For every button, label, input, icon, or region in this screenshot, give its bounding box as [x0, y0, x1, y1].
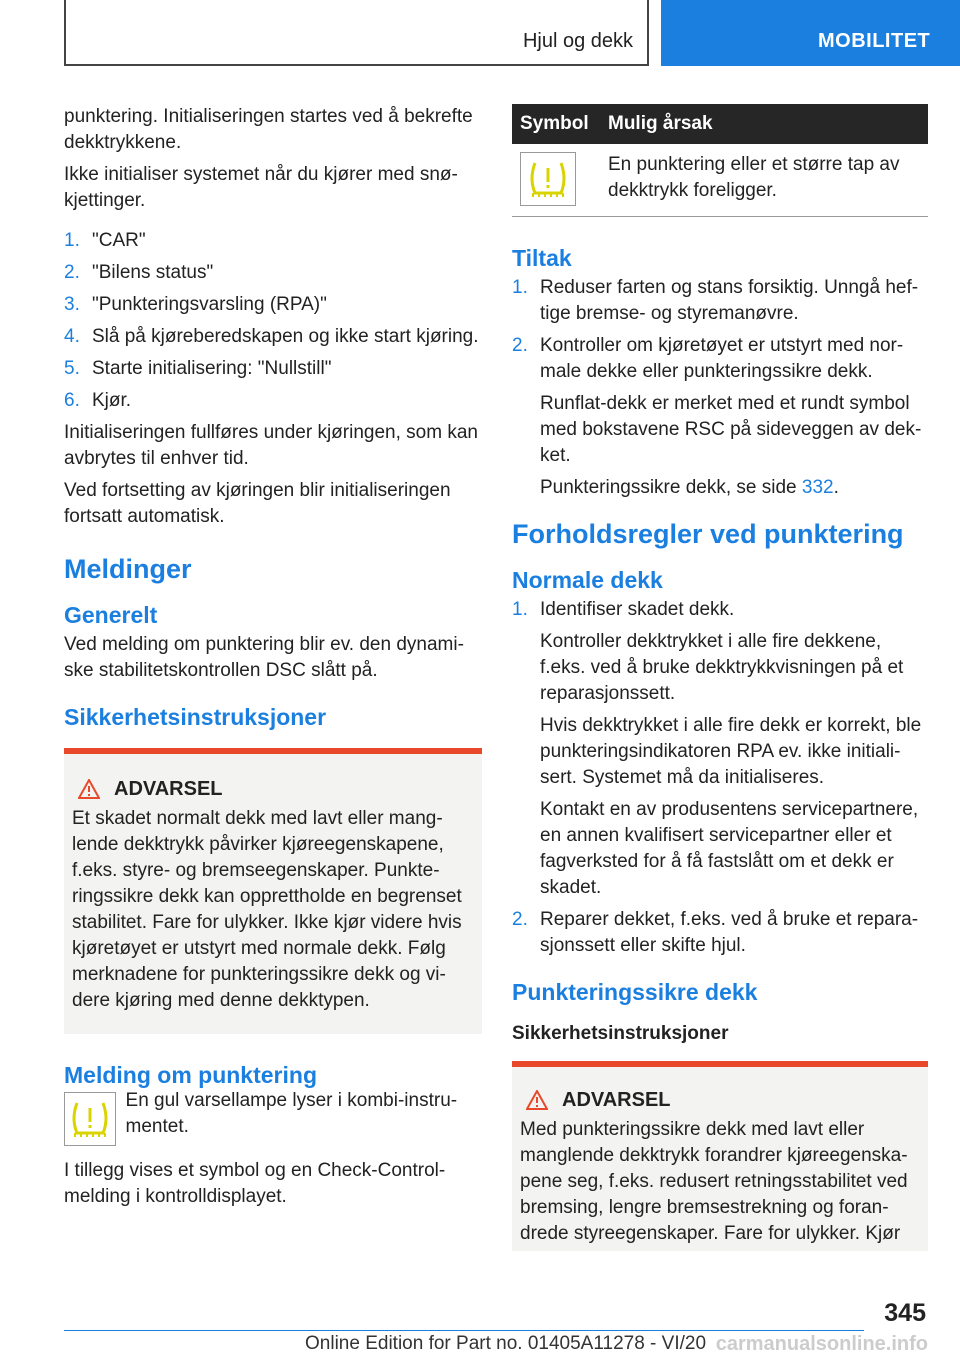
watermark: carmanualsonline.info: [715, 1333, 928, 1355]
heading-sikkerhet-2: Sikkerhetsinstruksjoner: [512, 1023, 729, 1044]
warning-triangle-icon: [526, 1090, 548, 1110]
heading-meldinger: Meldinger: [64, 554, 192, 584]
init-steps-list: [64, 228, 482, 414]
list-item: 2. Kontroller om kjøretøyet er utstyrt med normale dekke eller punkteringssikre dekk. Runflat-dekk er merket med et rundt symbol med bokstavene RSC på sideveggen av dekket. Punkteringssikre dekk, se side 332.: [512, 335, 922, 498]
header-section-title: Hjul og dekk: [522, 30, 633, 52]
heading-punkteringssikre: Punkteringssikre dekk: [512, 979, 758, 1005]
warning-title: ADVARSEL: [72, 776, 474, 802]
footer-edition: Online Edition for Part no. 01405A11278 - VI/20: [305, 1333, 707, 1354]
table-cell-cause: En punktering eller et større tap av dekktrykk foreligger.: [600, 144, 928, 217]
generelt-text: Ved melding om punktering blir ev. den dynamiske stabilitetskontrollen DSC slått på.: [64, 634, 464, 681]
header-section-box: [64, 0, 649, 66]
intro-paragraph: punktering. Initialiseringen startes ved å bekrefte dekktrykkene.: [64, 106, 473, 153]
completion-text: Initialiseringen fullføres under kjøringen, som kan avbrytes til enhver tid.: [64, 422, 478, 469]
tpms-warning-icon: [520, 152, 576, 206]
symbol-table: [512, 104, 928, 217]
heading-melding-punktering: Melding om punktering: [64, 1062, 317, 1088]
heading-normale-dekk: Normale dekk: [512, 567, 663, 593]
warning-box: [64, 748, 482, 1034]
tiltak-list: [512, 275, 928, 501]
melding-after-text: I tillegg vises et symbol og en Check-Control-melding i kontrolldisplayet.: [64, 1160, 446, 1207]
list-item: 3. "Punkteringsvarsling (RPA)": [64, 294, 327, 315]
continuation-text: Ved fortsetting av kjøringen blir initialiseringen fortsatt automatisk.: [64, 480, 451, 527]
list-item: 5. Starte initialisering: "Nullstill": [64, 358, 332, 379]
normale-list: [512, 597, 928, 959]
warning-text: Et skadet normalt dekk med lavt eller manglende dekktrykk påvirker kjøreegenskapene, f.eks. styre- og bremseegenskaper. Punkteringssikre dekk kan opprettholde en begrenset stabilitet. Fare for ulykker. Ikke kjør videre hvis kjøretøyet er utstyrt med normale dekk. Følg merknadene for punkteringssikre dekk og videre kjøring med denne dekktypen.: [72, 808, 462, 1011]
heading-sikkerhet: Sikkerhetsinstruksjoner: [64, 704, 327, 730]
warning-title: ADVARSEL: [520, 1087, 920, 1113]
header-chapter-tab[interactable]: [661, 0, 960, 66]
heading-forholdsregler: Forholdsregler ved punktering: [512, 519, 904, 549]
message-with-icon: [64, 1092, 482, 1146]
table-row: [512, 144, 928, 217]
tpms-warning-icon: [64, 1092, 116, 1146]
header-chapter-label: MOBILITET: [818, 30, 931, 52]
warning-triangle-icon: [78, 779, 100, 799]
left-column: [64, 104, 482, 1216]
warning-text: Med punkteringssikre dekk med lavt eller manglende dekktrykk forandrer kjøreegenskapene seg, f.eks. redusert retningsstabilitet ved bremsing, lengre bremsestrekning og forandrede styreegenskaper. Fare for ulykker. Kjør: [520, 1119, 908, 1244]
list-item: 6. Kjør.: [64, 390, 132, 411]
list-item: 4. Slå på kjøreberedskapen og ikke start kjøring.: [64, 326, 479, 347]
list-item: 1. "CAR": [64, 230, 146, 251]
list-item: 2. "Bilens status": [64, 262, 214, 283]
heading-tiltak: Tiltak: [512, 245, 572, 271]
page-number: 345: [884, 1299, 926, 1327]
table-header-cause: Mulig årsak: [600, 104, 928, 144]
list-item: 1. Identifiser skadet dekk. Kontroller dekktrykket i alle fire dekkene, f.eks. ved å bruke dekktrykkvisningen på et reparasjonssett. Hvis dekktrykket i alle fire dekk er korrekt, ble punkteringsindikatoren RPA ev. ikke initialisert. Systemet må da initialiseres. Kontakt en av produsentens servicepartnere, en annen kvalifisert servicepartner eller et fagverksted for å få fastslått om et dekk er skadet.: [512, 599, 922, 898]
snow-chain-note: Ikke initialiser systemet når du kjører med snøkjettinger.: [64, 164, 458, 211]
heading-generelt: Generelt: [64, 602, 158, 628]
warning-box: [512, 1061, 928, 1251]
list-item: 1. Reduser farten og stans forsiktig. Unngå heftige bremse- og styremanøvre.: [512, 277, 919, 324]
page-link[interactable]: 332: [801, 477, 834, 498]
table-header-symbol: Symbol: [512, 104, 600, 144]
melding-text: En gul varsellampe lyser i kombi-instrumentet.: [125, 1090, 458, 1137]
list-item: 2. Reparer dekket, f.eks. ved å bruke et reparasjonssett eller skifte hjul.: [512, 909, 919, 956]
right-column: [512, 104, 928, 1251]
